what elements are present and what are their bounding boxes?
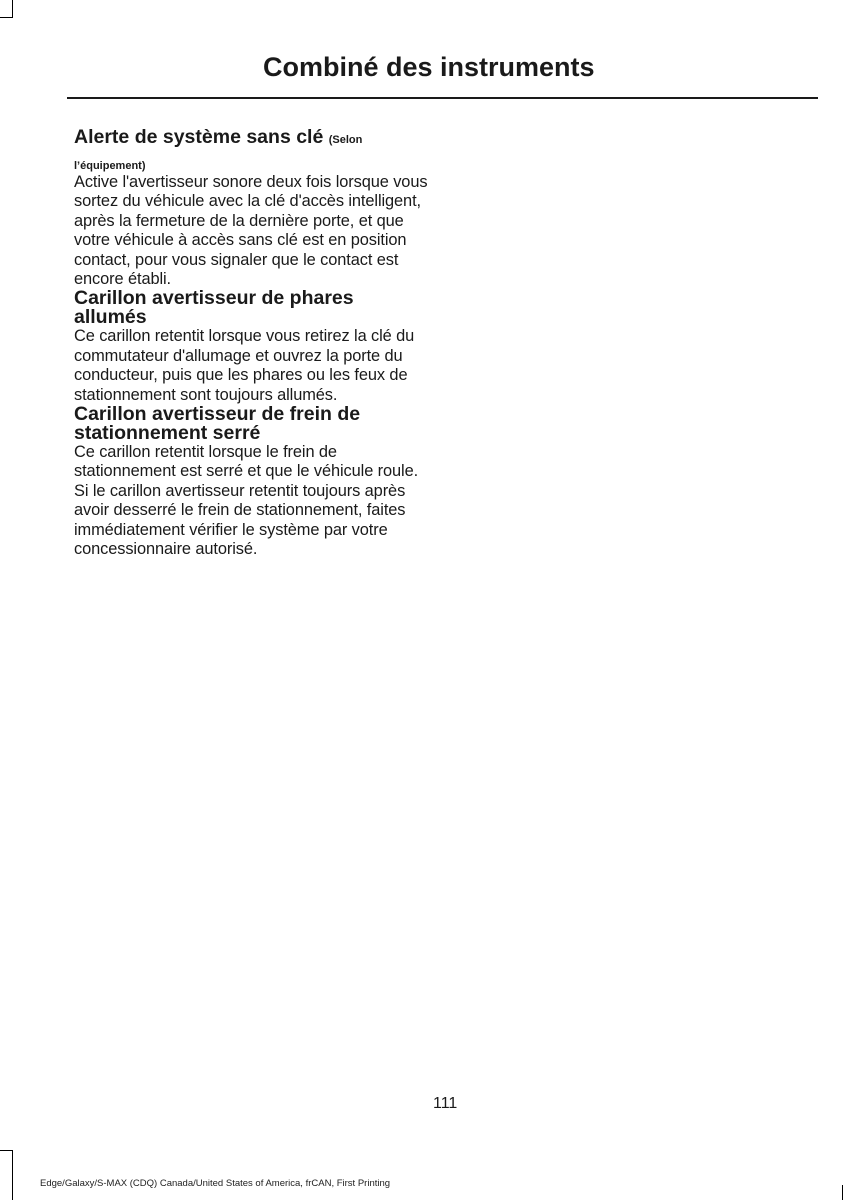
page-title: Combiné des instruments (263, 52, 595, 82)
section-heading-parking-brake-chime: Carillon avertisseur de frein de stationnement serré (74, 403, 361, 445)
title-rule (67, 97, 818, 99)
footer-text: Edge/Galaxy/S-MAX (CDQ) Canada/United States of America, frCAN, First Printing (40, 1178, 391, 1189)
equipment-note: (Selon (328, 134, 363, 146)
section-heading-text: Alerte de système sans clé (74, 126, 324, 148)
crop-mark-bottom-right (842, 1185, 843, 1200)
section-heading-keyless-alert (74, 128, 430, 150)
text-column (74, 128, 430, 560)
section-body-keyless-alert: Active l'avertisseur sonore deux fois lorsque vous sortez du véhicule avec la clé d'accès intelligent, après la fermeture de la dernière porte, et que votre véhicule à accès sans clé est en position contact, pour vous signaler que le contact est encore établi. (74, 173, 428, 289)
crop-mark-bottom-left-horizontal (0, 1150, 13, 1151)
section-body-headlamp-chime: Ce carillon retentit lorsque vous retirez la clé du commutateur d'allumage et ouvrez la porte du conducteur, puis que les phares ou les feux de stationnement sont toujours allumés. (74, 327, 415, 404)
section-body-parking-brake-chime: Ce carillon retentit lorsque le frein de stationnement est serré et que le véhicule roule. Si le carillon avertisseur retentit toujours après avoir desserré le frein de stationnement, faites immédiatement vérifier le système par votre concessionnaire autorisé. (74, 443, 419, 559)
section-heading-headlamp-chime: Carillon avertisseur de phares allumés (74, 287, 354, 329)
crop-mark-bottom-left (12, 1150, 13, 1200)
equipment-note-continued: l’équipement) (74, 160, 146, 172)
crop-mark-top-left (12, 0, 13, 18)
page-number: 111 (433, 1095, 458, 1112)
crop-mark-top-left-horizontal (0, 17, 13, 18)
